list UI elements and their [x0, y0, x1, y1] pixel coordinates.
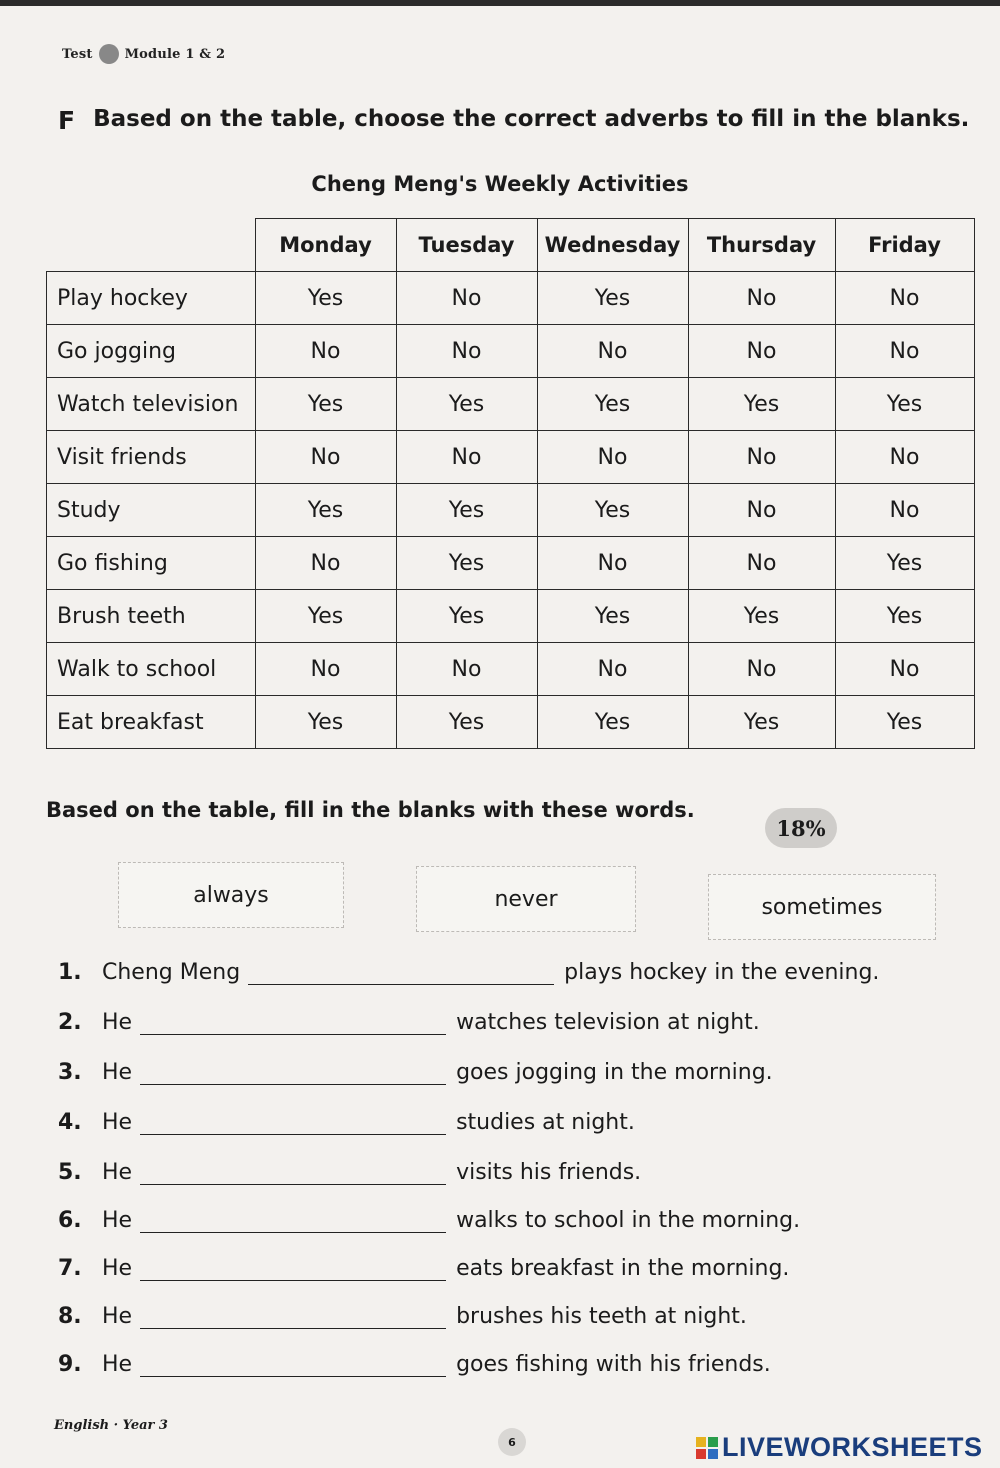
question-subject: He: [102, 1352, 133, 1377]
table-header-row: [47, 219, 975, 272]
question-subject: He: [102, 1256, 133, 1281]
value-cell: Yes: [396, 378, 537, 431]
marks-badge: 18%: [765, 808, 837, 848]
question-subject: Cheng Meng: [102, 960, 241, 985]
answer-blank[interactable]: [140, 1358, 446, 1377]
value-cell: No: [688, 272, 835, 325]
question-rest: goes fishing with his friends.: [456, 1352, 771, 1377]
value-cell: No: [255, 431, 396, 484]
question-subject: He: [102, 1208, 133, 1233]
table-row: [47, 325, 975, 378]
value-cell: Yes: [835, 537, 974, 590]
section-letter: F: [58, 106, 76, 135]
answer-blank[interactable]: [140, 1116, 446, 1135]
word-box-never: never: [416, 866, 636, 932]
question-rest: plays hockey in the evening.: [564, 960, 880, 985]
header-day: Wednesday: [537, 219, 688, 272]
activity-cell: Visit friends: [47, 431, 256, 484]
question-rest: studies at night.: [456, 1110, 635, 1135]
value-cell: No: [835, 272, 974, 325]
question-number: 6.: [58, 1208, 82, 1233]
question-subject: He: [102, 1304, 133, 1329]
table-row: [47, 378, 975, 431]
answer-blank[interactable]: [140, 1016, 446, 1035]
answer-blank[interactable]: [140, 1066, 446, 1085]
value-cell: Yes: [255, 378, 396, 431]
section-heading: [58, 106, 969, 135]
value-cell: No: [835, 484, 974, 537]
question-subject: He: [102, 1060, 133, 1085]
value-cell: No: [835, 431, 974, 484]
question-number: 2.: [58, 1010, 82, 1035]
question-rest: eats breakfast in the morning.: [456, 1256, 790, 1281]
brand-logo-icon: [696, 1437, 718, 1459]
value-cell: No: [255, 537, 396, 590]
value-cell: No: [396, 643, 537, 696]
question-subject: He: [102, 1010, 133, 1035]
value-cell: Yes: [396, 484, 537, 537]
value-cell: Yes: [537, 378, 688, 431]
question-rest: watches television at night.: [456, 1010, 760, 1035]
question-rest: walks to school in the morning.: [456, 1208, 801, 1233]
question-rest: visits his friends.: [456, 1160, 642, 1185]
value-cell: No: [688, 537, 835, 590]
header-day: Monday: [255, 219, 396, 272]
activity-cell: Go fishing: [47, 537, 256, 590]
value-cell: Yes: [537, 590, 688, 643]
question-subject: He: [102, 1110, 133, 1135]
question-8: [58, 1304, 747, 1329]
value-cell: Yes: [255, 484, 396, 537]
activity-cell: Brush teeth: [47, 590, 256, 643]
header-day: Tuesday: [396, 219, 537, 272]
answer-blank[interactable]: [140, 1214, 446, 1233]
question-number: 1.: [58, 960, 82, 985]
value-cell: Yes: [255, 590, 396, 643]
question-subject: He: [102, 1160, 133, 1185]
test-label: Test: [62, 46, 93, 62]
table-row: [47, 537, 975, 590]
module-label: Module 1 & 2: [124, 46, 226, 62]
question-3: [58, 1060, 773, 1085]
table-title: Cheng Meng's Weekly Activities: [311, 172, 689, 196]
activity-cell: Study: [47, 484, 256, 537]
value-cell: No: [537, 431, 688, 484]
question-rest: goes jogging in the morning.: [456, 1060, 773, 1085]
value-cell: No: [537, 325, 688, 378]
table-row: [47, 272, 975, 325]
page-header: [62, 44, 225, 64]
value-cell: No: [396, 431, 537, 484]
value-cell: Yes: [688, 378, 835, 431]
brand-name: LIVEWORKSHEETS: [722, 1432, 983, 1462]
question-number: 5.: [58, 1160, 82, 1185]
fill-instruction: Based on the table, fill in the blanks with these words.: [46, 798, 695, 822]
answer-blank[interactable]: [248, 966, 554, 985]
question-1: [58, 960, 879, 985]
question-4: [58, 1110, 635, 1135]
word-box-sometimes: sometimes: [708, 874, 936, 940]
footer-subject: English · Year 3: [54, 1418, 168, 1433]
question-number: 3.: [58, 1060, 82, 1085]
activity-cell: Eat breakfast: [47, 696, 256, 749]
value-cell: Yes: [537, 484, 688, 537]
activities-table: [46, 218, 975, 749]
page-number: 6: [498, 1428, 526, 1456]
value-cell: Yes: [255, 696, 396, 749]
value-cell: Yes: [688, 696, 835, 749]
answer-blank[interactable]: [140, 1262, 446, 1281]
value-cell: Yes: [396, 537, 537, 590]
activity-cell: Play hockey: [47, 272, 256, 325]
table-row: [47, 696, 975, 749]
activity-cell: Walk to school: [47, 643, 256, 696]
value-cell: No: [688, 431, 835, 484]
question-5: [58, 1160, 641, 1185]
table-row: [47, 431, 975, 484]
value-cell: Yes: [537, 696, 688, 749]
question-number: 4.: [58, 1110, 82, 1135]
question-number: 9.: [58, 1352, 82, 1377]
value-cell: No: [835, 643, 974, 696]
value-cell: Yes: [835, 378, 974, 431]
word-box-always: always: [118, 862, 344, 928]
value-cell: No: [688, 643, 835, 696]
section-title: Based on the table, choose the correct adverbs to fill in the blanks.: [93, 106, 970, 132]
value-cell: No: [835, 325, 974, 378]
table-row: [47, 484, 975, 537]
question-9: [58, 1352, 771, 1377]
value-cell: Yes: [537, 272, 688, 325]
value-cell: Yes: [255, 272, 396, 325]
question-2: [58, 1010, 760, 1035]
value-cell: No: [255, 643, 396, 696]
module-badge-icon: [99, 44, 119, 64]
value-cell: Yes: [835, 696, 974, 749]
value-cell: No: [255, 325, 396, 378]
value-cell: No: [688, 484, 835, 537]
value-cell: No: [537, 537, 688, 590]
header-day: Friday: [835, 219, 974, 272]
value-cell: Yes: [688, 590, 835, 643]
value-cell: No: [688, 325, 835, 378]
value-cell: Yes: [396, 696, 537, 749]
question-number: 7.: [58, 1256, 82, 1281]
question-7: [58, 1256, 789, 1281]
question-number: 8.: [58, 1304, 82, 1329]
question-rest: brushes his teeth at night.: [456, 1304, 747, 1329]
value-cell: No: [396, 272, 537, 325]
value-cell: Yes: [835, 590, 974, 643]
activity-cell: Go jogging: [47, 325, 256, 378]
brand-watermark: [696, 1432, 983, 1463]
value-cell: No: [396, 325, 537, 378]
question-6: [58, 1208, 800, 1233]
value-cell: No: [537, 643, 688, 696]
answer-blank[interactable]: [140, 1166, 446, 1185]
value-cell: Yes: [396, 590, 537, 643]
header-day: Thursday: [688, 219, 835, 272]
header-blank-cell: [47, 219, 256, 272]
table-row: [47, 590, 975, 643]
table-row: [47, 643, 975, 696]
activity-cell: Watch television: [47, 378, 256, 431]
answer-blank[interactable]: [140, 1310, 446, 1329]
page-top-edge: [0, 0, 1000, 6]
